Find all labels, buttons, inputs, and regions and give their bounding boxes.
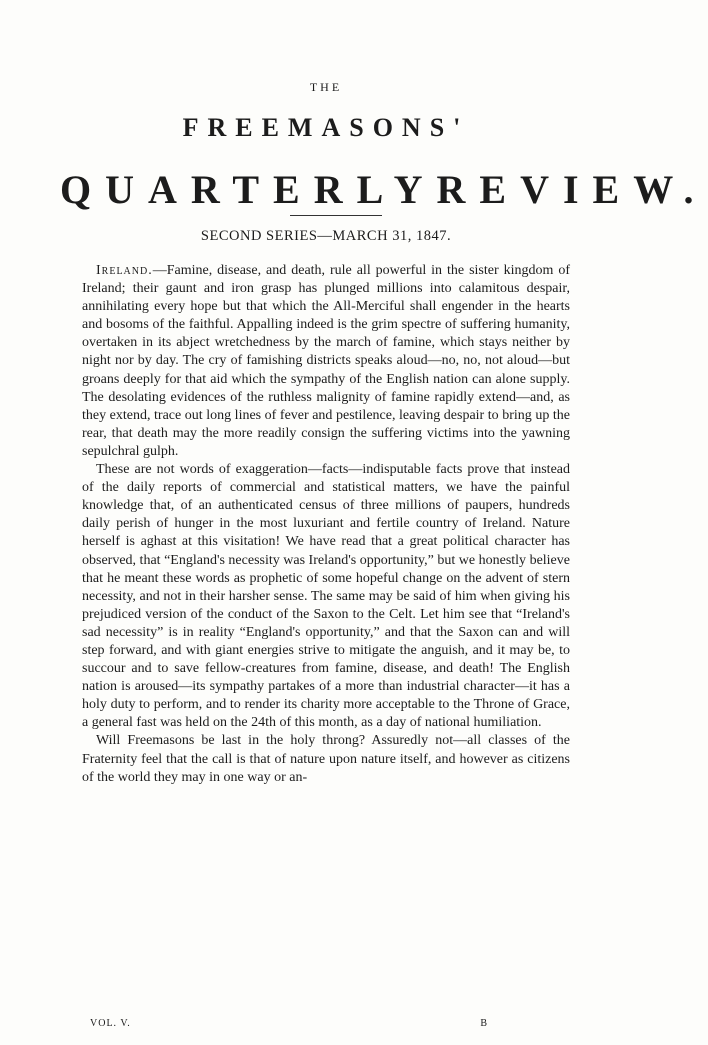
title-quarterly-review <box>60 166 708 213</box>
title-freemasons: FREEMASONS' <box>182 113 470 142</box>
paragraph-3: Will Freemasons be last in the holy throng? Assuredly not—all classes of the Fraternity feel that the call is that of nature upon nature itself, and however as citizens of the world they may in one way or an- <box>82 733 570 785</box>
title-word-quarterly: QUARTERLY <box>60 167 437 212</box>
paragraph-2: These are not words of exaggeration—facts—indisputable facts prove that instead of the daily reports of commercial and statistical matters, we have the painful knowledge that, of an authenticated census of three millions of paupers, hundreds daily perish of hunger in the most luxuriant and fertile country of Ireland. Nature herself is aghast at this visitation! We have read that a great political character has observed, that “England's necessity was Ireland's opportunity,” but we honestly believe that he meant these words as prophetic of some hopeful change on the advent of stern necessity, and not in their harsher sense. The same may be said of him when giving his prejudiced version of the conduct of the Saxon to the Celt. Let him see that “Ireland's sad necessity” is in reality “England's opportunity,” and that the Saxon can and will step forward, and with giant energies strive to mitigate the anguish, and it may be, to succour and to save fellow-creatures from famine, disease, and death! The English nation is aroused—its sympathy partakes of a more than industrial character—it has a holy duty to perform, and to render its charity more acceptable to the Throne of Grace, a general fast was held on the 24th of this month, as a day of national humiliation. <box>82 462 570 731</box>
signature-mark: B <box>480 1018 488 1029</box>
lead-word: Ireland. <box>96 263 153 278</box>
article-body <box>82 262 570 787</box>
paragraph-1 <box>82 262 570 461</box>
volume-label: VOL. V. <box>90 1018 131 1029</box>
title-word-review: REVIEW. <box>436 167 708 212</box>
paragraph-1-text: —Famine, disease, and death, rule all powerful in the sister kingdom of Ireland; their gaunt and iron grasp has plunged millions into calamitous despair, annihilating every hope but that which the All-Merciful shall engender in the hearts and bosoms of the faithful. Appalling indeed is the grim spectre of suffering humanity, overtaken in its abject wretchedness by the march of famine, which stays neither by night nor by day. The cry of famishing districts speaks aloud—no, no, not aloud—but groans deeply for that aid which the sympathy of the English nation can alone supply. The desolating evidences of the ruthless malignity of famine rapidly extend—and, as they extend, trace out long lines of fever and pestilence, leaving despair to bring up the rear, that death may the more readily consign the suffering victims into the yawning sepulchral gulph. <box>82 263 570 459</box>
header-the: THE <box>309 80 343 94</box>
page-footer <box>90 1018 488 1029</box>
title-rule <box>290 215 382 216</box>
series-date-subtitle: SECOND SERIES—MARCH 31, 1847. <box>200 228 452 244</box>
